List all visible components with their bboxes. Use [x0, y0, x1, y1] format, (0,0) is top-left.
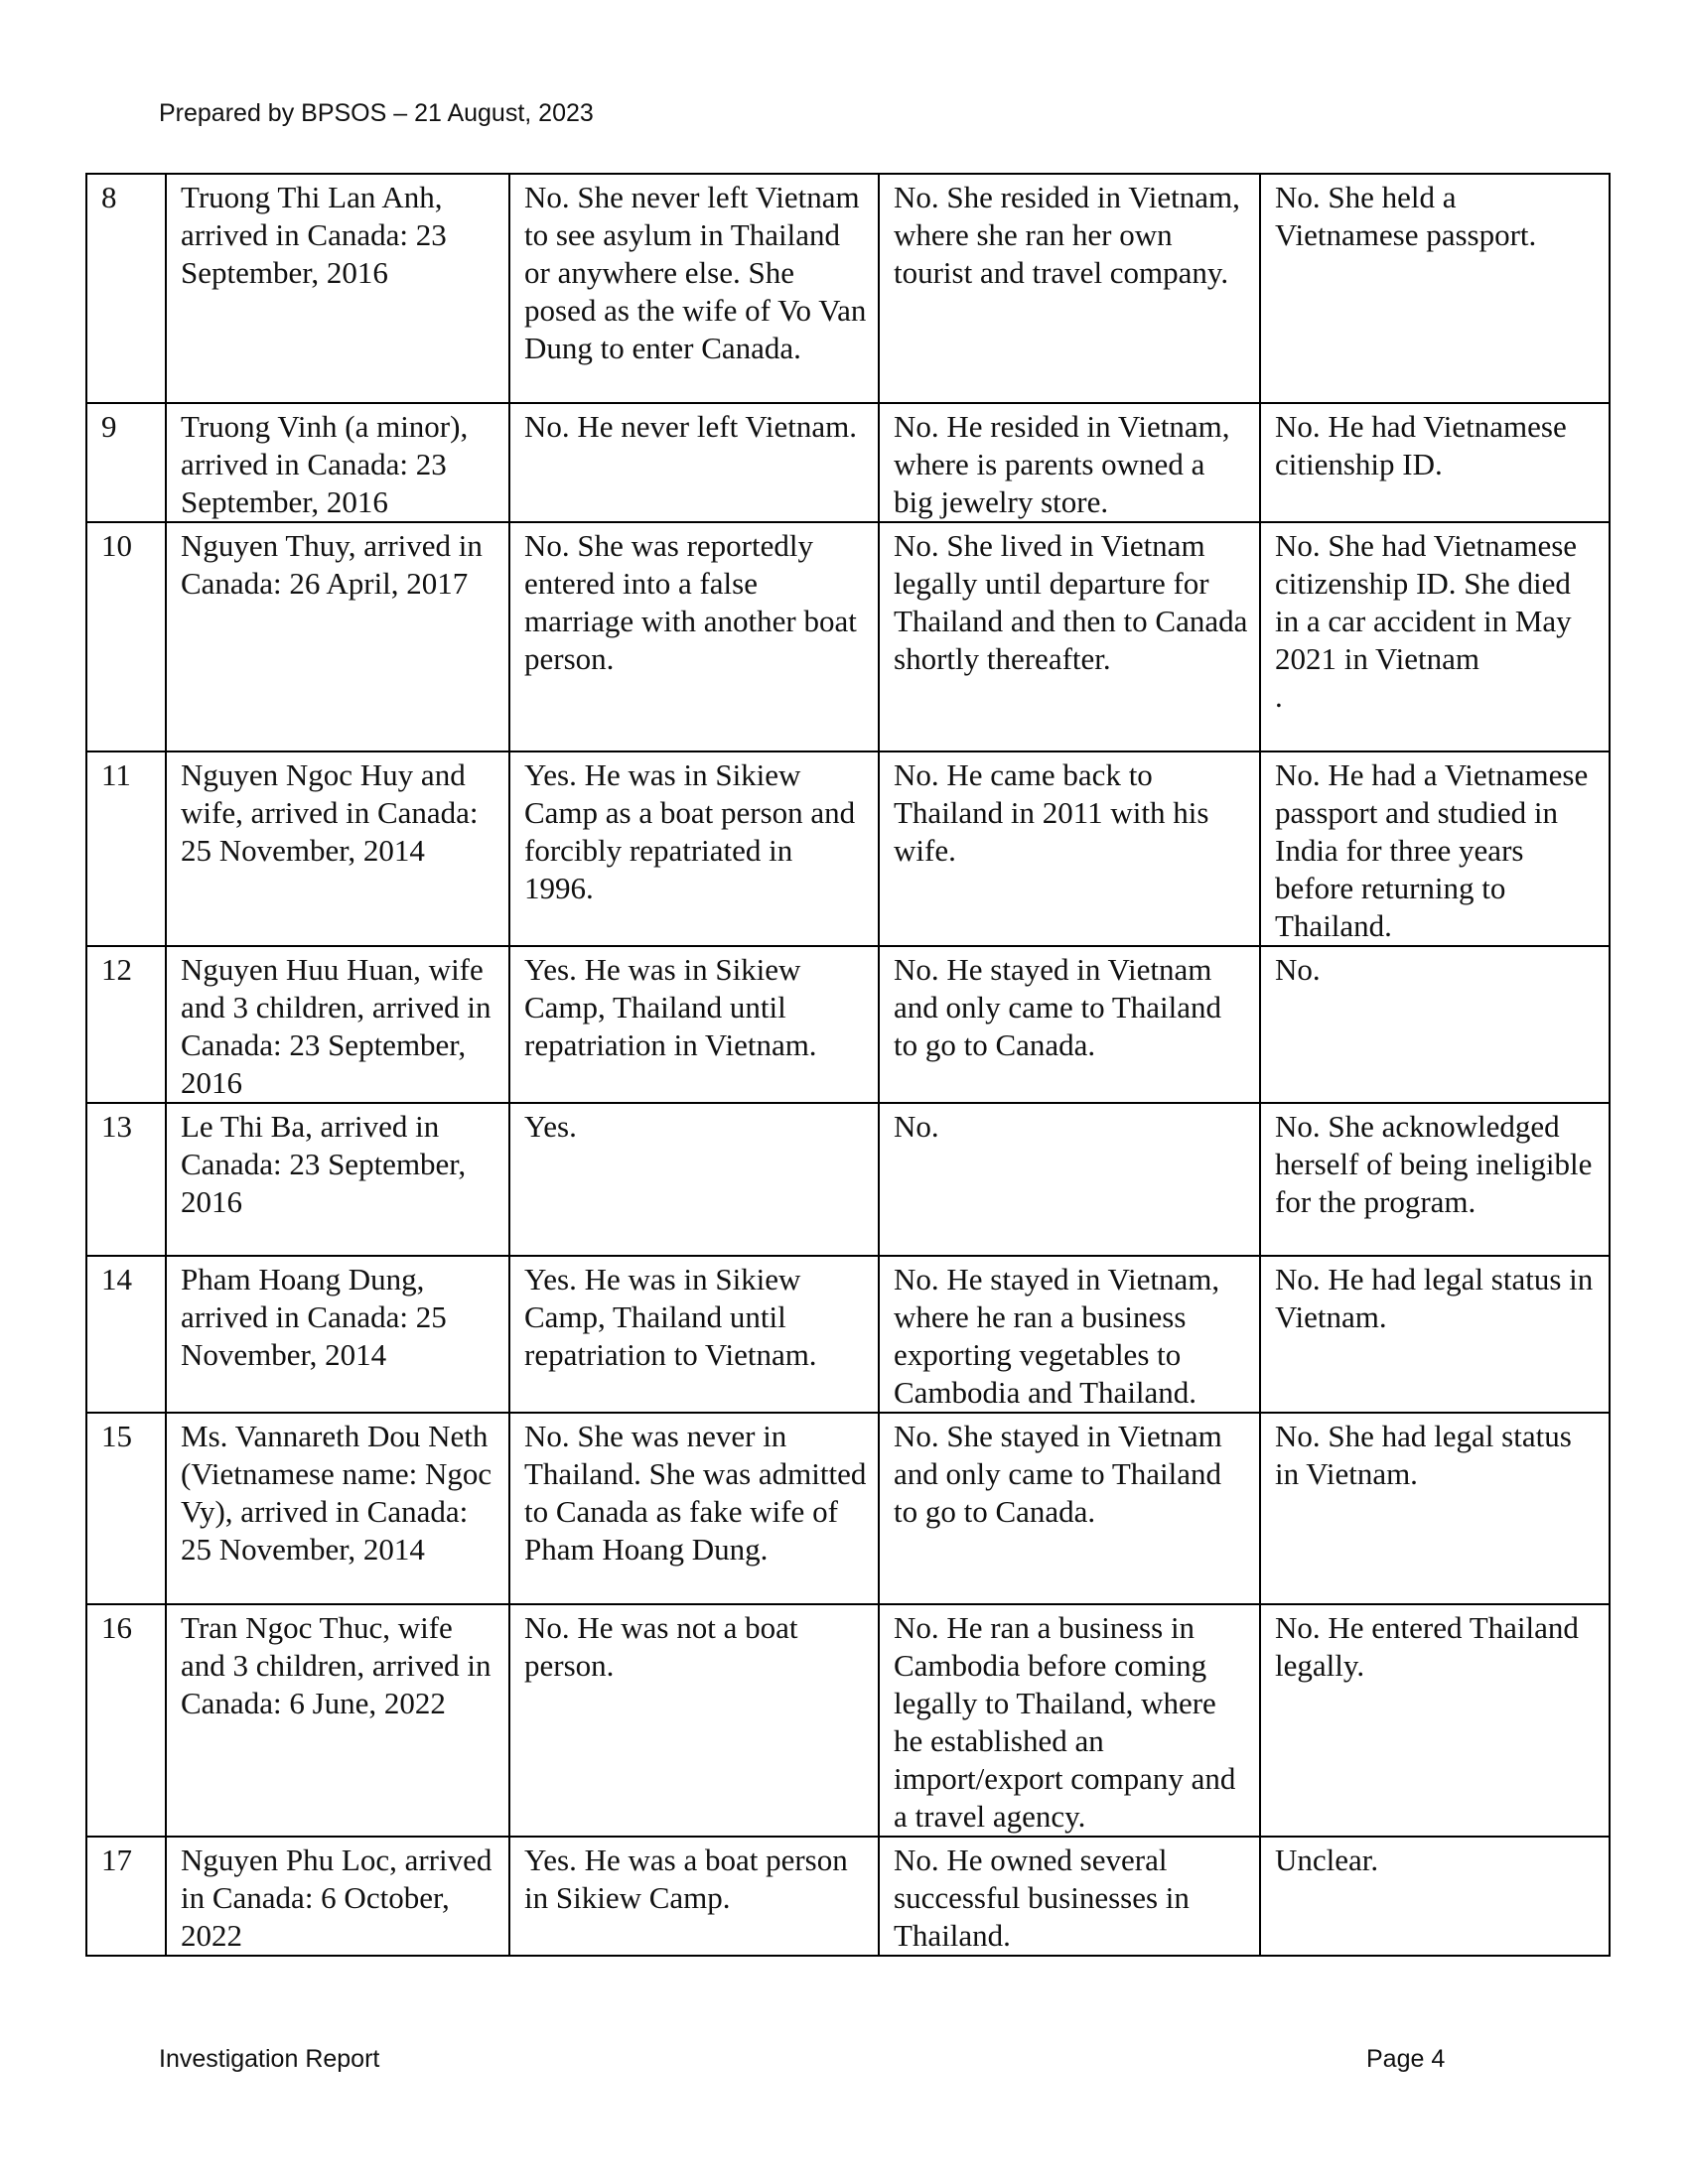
cell-col3: No. He owned several successful businesses in Thailand.	[879, 1837, 1260, 1956]
cell-col3: No. He stayed in Vietnam and only came to Thailand to go to Canada.	[879, 946, 1260, 1103]
table-row	[86, 1604, 1610, 1837]
cell-col4: No. He had Vietnamese citienship ID.	[1260, 403, 1610, 522]
person-cell: Nguyen Thuy, arrived in Canada: 26 April, 2017	[166, 522, 509, 751]
person-cell: Nguyen Phu Loc, arrived in Canada: 6 October, 2022	[166, 1837, 509, 1956]
footer-report-title: Investigation Report	[159, 2045, 380, 2073]
cell-col4: No. He had a Vietnamese passport and studied in India for three years before returning to Thailand.	[1260, 751, 1610, 946]
person-cell: Truong Thi Lan Anh, arrived in Canada: 23 September, 2016	[166, 174, 509, 403]
row-number: 12	[86, 946, 166, 1103]
cell-col4: Unclear.	[1260, 1837, 1610, 1956]
person-cell: Nguyen Ngoc Huy and wife, arrived in Canada: 25 November, 2014	[166, 751, 509, 946]
cell-col3: No. He ran a business in Cambodia before coming legally to Thailand, where he established an import/export company and a travel agency.	[879, 1604, 1260, 1837]
person-cell: Pham Hoang Dung, arrived in Canada: 25 November, 2014	[166, 1256, 509, 1413]
table-row	[86, 174, 1610, 403]
person-cell: Le Thi Ba, arrived in Canada: 23 September, 2016	[166, 1103, 509, 1256]
table-row	[86, 1413, 1610, 1604]
person-cell: Truong Vinh (a minor), arrived in Canada: 23 September, 2016	[166, 403, 509, 522]
cell-col3: No. He stayed in Vietnam, where he ran a business exporting vegetables to Cambodia and Thailand.	[879, 1256, 1260, 1413]
row-number: 8	[86, 174, 166, 403]
table-row	[86, 946, 1610, 1103]
cell-col4: No. He had legal status in Vietnam.	[1260, 1256, 1610, 1413]
cell-col3: No. He came back to Thailand in 2011 with his wife.	[879, 751, 1260, 946]
page-header: Prepared by BPSOS – 21 August, 2023	[159, 99, 594, 127]
table-row	[86, 403, 1610, 522]
cell-col4: No. She held a Vietnamese passport.	[1260, 174, 1610, 403]
row-number: 10	[86, 522, 166, 751]
cell-col2: No. He was not a boat person.	[509, 1604, 879, 1837]
cell-col3: No.	[879, 1103, 1260, 1256]
row-number: 13	[86, 1103, 166, 1256]
row-number: 9	[86, 403, 166, 522]
row-number: 17	[86, 1837, 166, 1956]
cell-col2: No. He never left Vietnam.	[509, 403, 879, 522]
cell-col4: No. She had Vietnamese citizenship ID. She died in a car accident in May 2021 in Vietnam .	[1260, 522, 1610, 751]
table-row	[86, 522, 1610, 751]
cell-col3: No. She stayed in Vietnam and only came to Thailand to go to Canada.	[879, 1413, 1260, 1604]
table-row	[86, 1103, 1610, 1256]
cell-col4: No. She had legal status in Vietnam.	[1260, 1413, 1610, 1604]
cell-col2: Yes. He was in Sikiew Camp, Thailand until repatriation in Vietnam.	[509, 946, 879, 1103]
row-number: 16	[86, 1604, 166, 1837]
cell-col4: No. He entered Thailand legally.	[1260, 1604, 1610, 1837]
cell-col3: No. She resided in Vietnam, where she ran her own tourist and travel company.	[879, 174, 1260, 403]
cell-col3: No. She lived in Vietnam legally until departure for Thailand and then to Canada shortly thereafter.	[879, 522, 1260, 751]
row-number: 11	[86, 751, 166, 946]
row-number: 15	[86, 1413, 166, 1604]
footer-page-number: Page 4	[1366, 2045, 1446, 2073]
cell-col4: No.	[1260, 946, 1610, 1103]
cell-col3: No. He resided in Vietnam, where is parents owned a big jewelry store.	[879, 403, 1260, 522]
cell-col2: Yes. He was a boat person in Sikiew Camp.	[509, 1837, 879, 1956]
cell-col2: No. She never left Vietnam to see asylum in Thailand or anywhere else. She posed as the wife of Vo Van Dung to enter Canada.	[509, 174, 879, 403]
investigation-table	[85, 173, 1611, 1957]
cell-col2: No. She was never in Thailand. She was admitted to Canada as fake wife of Pham Hoang Dung.	[509, 1413, 879, 1604]
table-row	[86, 1256, 1610, 1413]
cell-col2: Yes.	[509, 1103, 879, 1256]
cell-col2: Yes. He was in Sikiew Camp as a boat person and forcibly repatriated in 1996.	[509, 751, 879, 946]
row-number: 14	[86, 1256, 166, 1413]
person-cell: Ms. Vannareth Dou Neth (Vietnamese name: Ngoc Vy), arrived in Canada: 25 November, 2014	[166, 1413, 509, 1604]
cell-col4: No. She acknowledged herself of being ineligible for the program.	[1260, 1103, 1610, 1256]
table-row	[86, 1837, 1610, 1956]
person-cell: Nguyen Huu Huan, wife and 3 children, arrived in Canada: 23 September, 2016	[166, 946, 509, 1103]
cell-col2: No. She was reportedly entered into a false marriage with another boat person.	[509, 522, 879, 751]
cell-col2: Yes. He was in Sikiew Camp, Thailand until repatriation to Vietnam.	[509, 1256, 879, 1413]
person-cell: Tran Ngoc Thuc, wife and 3 children, arrived in Canada: 6 June, 2022	[166, 1604, 509, 1837]
table-row	[86, 751, 1610, 946]
